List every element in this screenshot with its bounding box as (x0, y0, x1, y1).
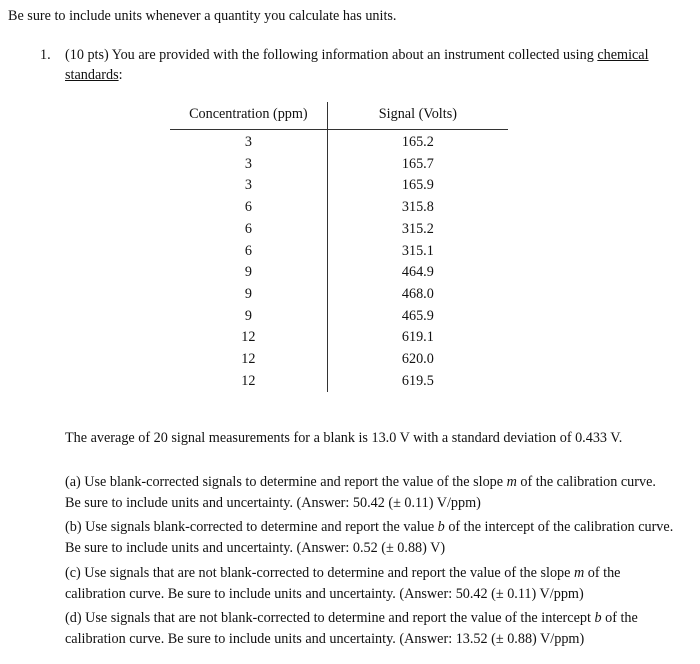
header-concentration: Concentration (ppm) (170, 102, 327, 130)
part-b (65, 517, 675, 559)
table-row (170, 197, 508, 219)
table-header-row (170, 102, 508, 130)
cell-concentration: 12 (170, 327, 327, 349)
part-a-variable: m (506, 474, 517, 490)
table-row (170, 262, 508, 284)
part-a-text-start: (a) Use blank-corrected signals to determine and report the value of the slope (65, 474, 507, 490)
table-row (170, 175, 508, 197)
table-row (170, 130, 508, 154)
table-row (170, 241, 508, 263)
table-row (170, 219, 508, 241)
part-a (65, 472, 675, 514)
cell-signal: 315.8 (401, 199, 434, 216)
cell-signal: 165.7 (401, 155, 434, 172)
part-b-variable: b (437, 519, 445, 535)
cell-concentration: 6 (170, 219, 327, 241)
part-c-text-start: (c) Use signals that are not blank-corrected to determine and report the value of the slope (65, 565, 574, 581)
table-row (170, 371, 508, 393)
cell-concentration: 9 (170, 284, 327, 306)
blank-measurement-info: The average of 20 signal measurements for a blank is 13.0 V with a standard deviation of 0.433 V. (65, 430, 623, 446)
part-d-variable: b (594, 610, 602, 626)
part-a-text-end: of the calibration curve. Be sure to include units and uncertainty. (Answer: 50.42 (± 0.11) V/ppm) (65, 474, 656, 511)
part-d-text-end: of the calibration curve. Be sure to include units and uncertainty. (Answer: 13.52 (± 0.88) V/ppm) (65, 610, 638, 647)
intro-instruction: Be sure to include units whenever a quantity you calculate has units. (8, 8, 397, 24)
table-row (170, 154, 508, 176)
part-c (65, 563, 675, 605)
table-row (170, 349, 508, 371)
question-number: 1. (40, 47, 51, 63)
cell-concentration: 6 (170, 241, 327, 263)
cell-concentration: 3 (170, 154, 327, 176)
question-text-start: (10 pts) You are provided with the following information about an instrument collected using (65, 47, 598, 63)
header-signal: Signal (Volts) (327, 102, 508, 130)
part-b-text-start: (b) Use signals blank-corrected to determine and report the value (65, 519, 438, 535)
cell-signal: 165.2 (401, 134, 434, 150)
part-d (65, 608, 675, 650)
part-b-text-end: of the intercept of the calibration curve. Be sure to include units and uncertainty. (Answer: 0.52 (± 0.88) V) (65, 519, 674, 556)
cell-signal: 315.1 (401, 242, 434, 259)
cell-signal: 465.9 (401, 307, 434, 324)
cell-concentration: 3 (170, 130, 327, 154)
cell-signal: 464.9 (401, 264, 434, 281)
calibration-data-table (170, 102, 508, 392)
cell-concentration: 12 (170, 371, 327, 393)
cell-concentration: 6 (170, 197, 327, 219)
cell-signal: 165.9 (401, 177, 434, 194)
cell-concentration: 12 (170, 349, 327, 371)
cell-signal: 315.2 (401, 220, 434, 237)
table-row (170, 327, 508, 349)
question-text-underlined: chemical standards (65, 47, 649, 83)
part-c-text-end: of the calibration curve. Be sure to include units and uncertainty. (Answer: 50.42 (± 0.11) V/ppm) (65, 565, 621, 602)
part-c-variable: m (573, 565, 585, 581)
cell-signal: 619.5 (401, 372, 434, 389)
question-text-end: : (118, 67, 123, 83)
table-row (170, 284, 508, 306)
cell-signal: 620.0 (401, 351, 434, 368)
table-row (170, 306, 508, 328)
cell-concentration: 9 (170, 262, 327, 284)
cell-signal: 619.1 (401, 329, 434, 346)
cell-concentration: 9 (170, 306, 327, 328)
cell-signal: 468.0 (401, 285, 434, 302)
question-text (65, 45, 665, 85)
part-d-text-start: (d) Use signals that are not blank-corrected to determine and report the value of the intercept (65, 610, 595, 626)
cell-concentration: 3 (170, 175, 327, 197)
